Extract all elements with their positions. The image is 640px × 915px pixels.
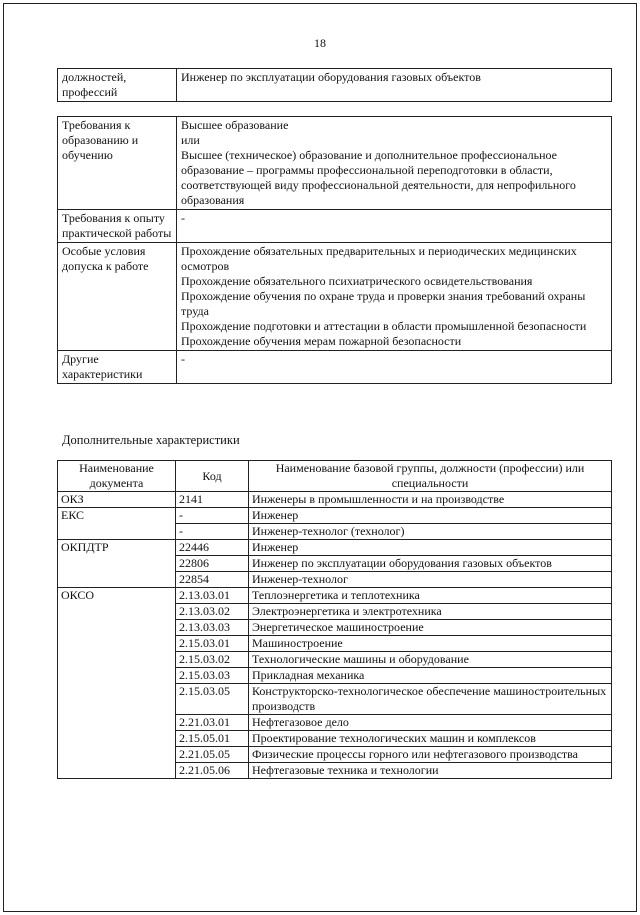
- requirement-line: Прохождение обязательных предварительных и периодических медицинских осмотров: [181, 244, 577, 273]
- table-row: [58, 351, 612, 384]
- occupation-table: [57, 68, 612, 102]
- name-cell: Машиностроение: [249, 636, 612, 652]
- name-cell: Прикладная механика: [249, 668, 612, 684]
- page-number: 18: [314, 36, 326, 50]
- requirement-label: Другие характеристики: [58, 351, 177, 384]
- requirement-line: Прохождение обучения по охране труда и проверки знания требований охраны труда: [181, 289, 586, 318]
- name-cell: Технологические машины и оборудование: [249, 652, 612, 668]
- header-code: Код: [176, 461, 249, 492]
- requirement-value: [177, 210, 612, 243]
- name-cell: Инженер по эксплуатации оборудования газовых объектов: [249, 556, 612, 572]
- document-name: ОКСО: [58, 588, 176, 779]
- name-cell: Конструкторско-технологическое обеспечение машиностроительных производств: [249, 684, 612, 715]
- name-cell: Проектирование технологических машин и комплексов: [249, 731, 612, 747]
- requirement-line: Прохождение подготовки и аттестации в области промышленной безопасности: [181, 319, 587, 333]
- code-cell: 2.21.05.06: [176, 763, 249, 779]
- document-name: ОКЗ: [58, 492, 176, 508]
- code-cell: 22854: [176, 572, 249, 588]
- requirement-label: Особые условия допуска к работе: [58, 243, 177, 351]
- requirement-label: Требования к опыту практической работы: [58, 210, 177, 243]
- name-cell: Физические процессы горного или нефтегазового производства: [249, 747, 612, 763]
- code-cell: 2.15.03.01: [176, 636, 249, 652]
- name-cell: Электроэнергетика и электротехника: [249, 604, 612, 620]
- code-cell: -: [176, 508, 249, 524]
- occupation-value: Инженер по эксплуатации оборудования газовых объектов: [177, 69, 612, 102]
- table-header-row: [58, 461, 612, 492]
- requirement-line: Высшее образование: [181, 118, 289, 132]
- code-cell: 2.15.05.01: [176, 731, 249, 747]
- name-cell: Инженер-технолог (технолог): [249, 524, 612, 540]
- code-cell: 2.21.05.05: [176, 747, 249, 763]
- table-row: [58, 540, 612, 556]
- table-row: [58, 492, 612, 508]
- requirement-line: -: [181, 211, 185, 225]
- code-cell: 2.15.03.02: [176, 652, 249, 668]
- table-row: [58, 508, 612, 524]
- code-cell: 2.15.03.05: [176, 684, 249, 715]
- header-name: Наименование базовой группы, должности (профессии) или специальности: [249, 461, 612, 492]
- table-row: [58, 117, 612, 210]
- requirement-value: [177, 117, 612, 210]
- requirement-value: [177, 351, 612, 384]
- name-cell: Энергетическое машиностроение: [249, 620, 612, 636]
- requirements-table: [57, 116, 612, 384]
- code-cell: 2.15.03.03: [176, 668, 249, 684]
- occupation-label: должностей, профессий: [58, 69, 177, 102]
- table-row: [58, 243, 612, 351]
- name-cell: Инженеры в промышленности и на производстве: [249, 492, 612, 508]
- table-row: [58, 69, 612, 102]
- document-name: ОКПДТР: [58, 540, 176, 588]
- section-title: Дополнительные характеристики: [62, 433, 240, 447]
- code-cell: 22446: [176, 540, 249, 556]
- header-document: Наименование документа: [58, 461, 176, 492]
- table-row: [58, 588, 612, 604]
- requirement-line: Прохождение обязательного психиатрического освидетельствования: [181, 274, 533, 288]
- document-name: ЕКС: [58, 508, 176, 540]
- code-cell: 2.13.03.03: [176, 620, 249, 636]
- code-cell: -: [176, 524, 249, 540]
- additional-characteristics-table: [57, 460, 612, 779]
- name-cell: Инженер: [249, 540, 612, 556]
- code-cell: 2.21.03.01: [176, 715, 249, 731]
- name-cell: Нефтегазовое дело: [249, 715, 612, 731]
- name-cell: Инженер: [249, 508, 612, 524]
- code-cell: 2141: [176, 492, 249, 508]
- code-cell: 2.13.03.02: [176, 604, 249, 620]
- requirement-line: -: [181, 352, 185, 366]
- requirement-value: [177, 243, 612, 351]
- name-cell: Нефтегазовые техника и технологии: [249, 763, 612, 779]
- name-cell: Теплоэнергетика и теплотехника: [249, 588, 612, 604]
- requirement-line: или: [181, 133, 200, 147]
- requirement-line: Высшее (техническое) образование и дополнительное профессиональное образование – программы профессиональной переподготовки в области, соответствующей виду профессиональной деятельности, для непрофильного образования: [181, 148, 576, 207]
- requirement-line: Прохождение обучения мерам пожарной безопасности: [181, 334, 462, 348]
- name-cell: Инженер-технолог: [249, 572, 612, 588]
- code-cell: 22806: [176, 556, 249, 572]
- requirement-label: Требования к образованию и обучению: [58, 117, 177, 210]
- table-row: [58, 210, 612, 243]
- code-cell: 2.13.03.01: [176, 588, 249, 604]
